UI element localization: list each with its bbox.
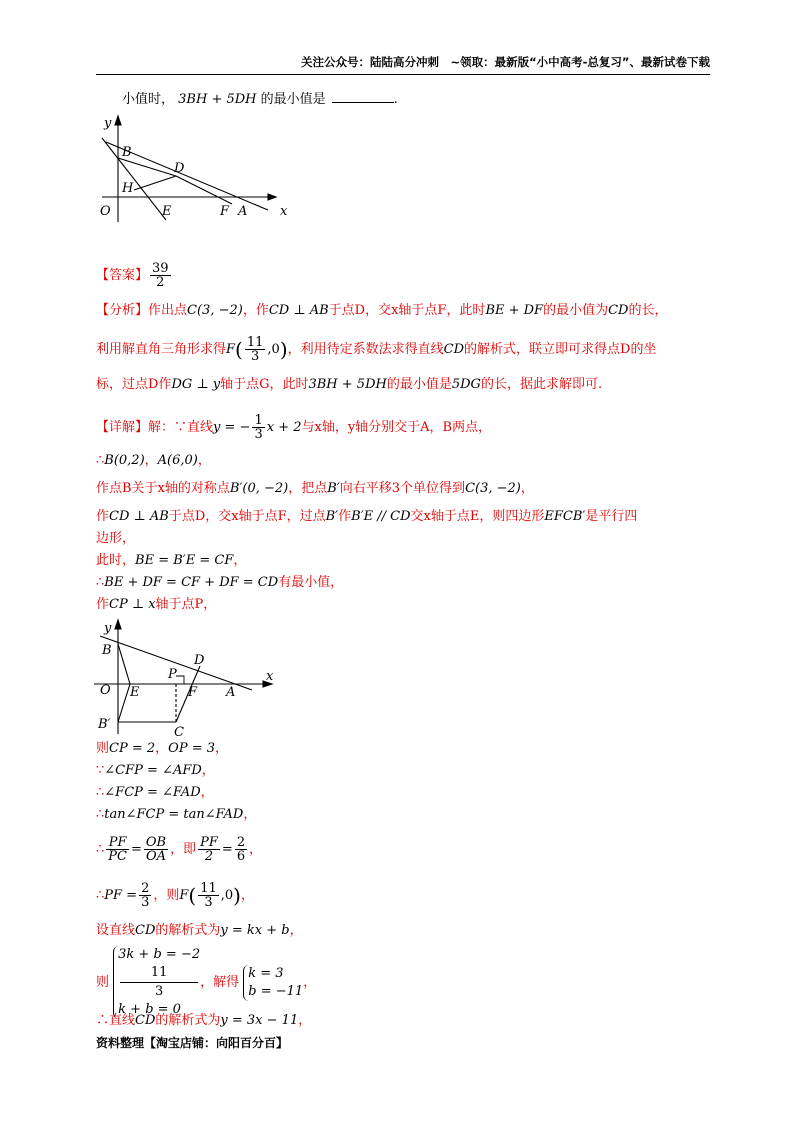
answer-blank xyxy=(332,90,394,103)
equation-system: 3k + b = −2 11 3 k + b = 0 xyxy=(113,946,200,1019)
fig2-label-b: B xyxy=(102,643,112,658)
fig2-label-y: y xyxy=(104,621,112,636)
fig1-label-a: A xyxy=(238,204,248,219)
detail-line-8: 作CP ⊥ x轴于点P， xyxy=(96,597,217,612)
detail-line-15: 设直线CD的解析式为y = kx + b， xyxy=(96,923,303,938)
question-tail: 小值时， 3BH + 5DH 的最小值是 . xyxy=(122,92,398,107)
detail-line-12: ∴tan∠FCP = tan∠FAD， xyxy=(96,807,257,822)
fig2-label-c: C xyxy=(174,725,184,740)
fig1-label-y: y xyxy=(104,116,112,131)
fig2-label-p: P xyxy=(168,667,177,682)
analysis-line-1: 【分析】作出点C(3, −2)，作CD ⊥ AB于点D，交x轴于点F，此时BE + DF的最小值为CD的长， xyxy=(96,303,668,318)
page-header: 关注公众号：陆陆高分冲刺 ~领取：最新版“小中高考-总复习”、最新试卷下载 xyxy=(96,54,710,75)
fig2-label-o: O xyxy=(100,683,111,698)
detail-line-13: ∴ $\frac{PF}{PC}$ = $\frac{OB}{OA}$ ，即 $\frac{PF}{2}$ = $\frac{2}{6}$ ， xyxy=(96,835,263,864)
fig2-label-f: F xyxy=(188,685,198,700)
figure-2-diagram xyxy=(90,616,280,740)
fig1-label-e: E xyxy=(162,204,172,219)
fig1-label-o: O xyxy=(100,204,111,219)
fig1-label-f: F xyxy=(220,204,230,219)
analysis-line-3: 标，过点D作DG ⊥ y轴于点G，此时3BH + 5DH的最小值是5DG的长，据此求解即可. xyxy=(96,377,603,392)
fig1-label-d: D xyxy=(174,161,185,176)
detail-line-11: ∴∠FCP = ∠FAD， xyxy=(96,785,214,800)
fig2-label-x: x xyxy=(266,669,274,684)
detail-line-5: 边形， xyxy=(96,531,136,546)
figure-1-diagram xyxy=(96,112,296,224)
fig2-label-d: D xyxy=(194,653,205,668)
detail-line-14: ∴PF = $\frac{2}{3}$ ，则F( $\frac{11}{3}$ ,0)， xyxy=(96,881,254,910)
fig1-label-h: H xyxy=(122,181,134,196)
detail-line-16: 则 3k + b = −2 11 3 k + b = 0 ，解得 k = 3 b = −11 ， xyxy=(96,947,317,1017)
detail-line-4: 作CD ⊥ AB于点D，交x轴于点F，过点B′作B′E // CD交x轴于点E，则四边形EFCB′是平行四 xyxy=(96,509,638,524)
fig1-label-x: x xyxy=(280,204,288,219)
detail-line-3: 作点B关于x轴的对称点B′(0, −2)，把点B′向右平移3个单位得到C(3, −2)， xyxy=(96,481,534,496)
answer-line: 【答案】 $\frac{39}{2}$ xyxy=(96,261,169,290)
analysis-line-2: 利用解直角三角形求得F( $\frac{11}{3}$ ,0)，利用待定系数法求得直线CD的解析式，联立即可求得点D的坐 xyxy=(96,335,657,364)
detail-line-2: ∴B(0,2)，A(6,0)， xyxy=(96,453,211,468)
fig2-label-e: E xyxy=(130,685,140,700)
fig2-label-bprime: B′ xyxy=(98,717,111,732)
detail-line-6: 此时，BE = B′E = CF， xyxy=(96,553,247,568)
page-footer: 资料整理【淘宝店铺：向阳百分百】 xyxy=(96,1036,289,1050)
solution-system: k = 3 b = −11 xyxy=(243,965,303,1001)
detail-line-7: ∴BE + DF = CF + DF = CD有最小值， xyxy=(96,575,344,590)
detail-line-9: 则CP = 2，OP = 3， xyxy=(96,741,229,756)
fig1-label-b: B xyxy=(122,145,132,160)
detail-line-1: 【详解】解：∵直线y = − $\frac{1}{3}$ x + 2与x轴，y轴分别交于A，B两点， xyxy=(96,413,492,442)
detail-line-17: ∴直线CD的解析式为y = 3x − 11， xyxy=(96,1013,312,1028)
detail-line-10: ∵∠CFP = ∠AFD， xyxy=(96,763,215,778)
fig2-label-a: A xyxy=(226,685,236,700)
